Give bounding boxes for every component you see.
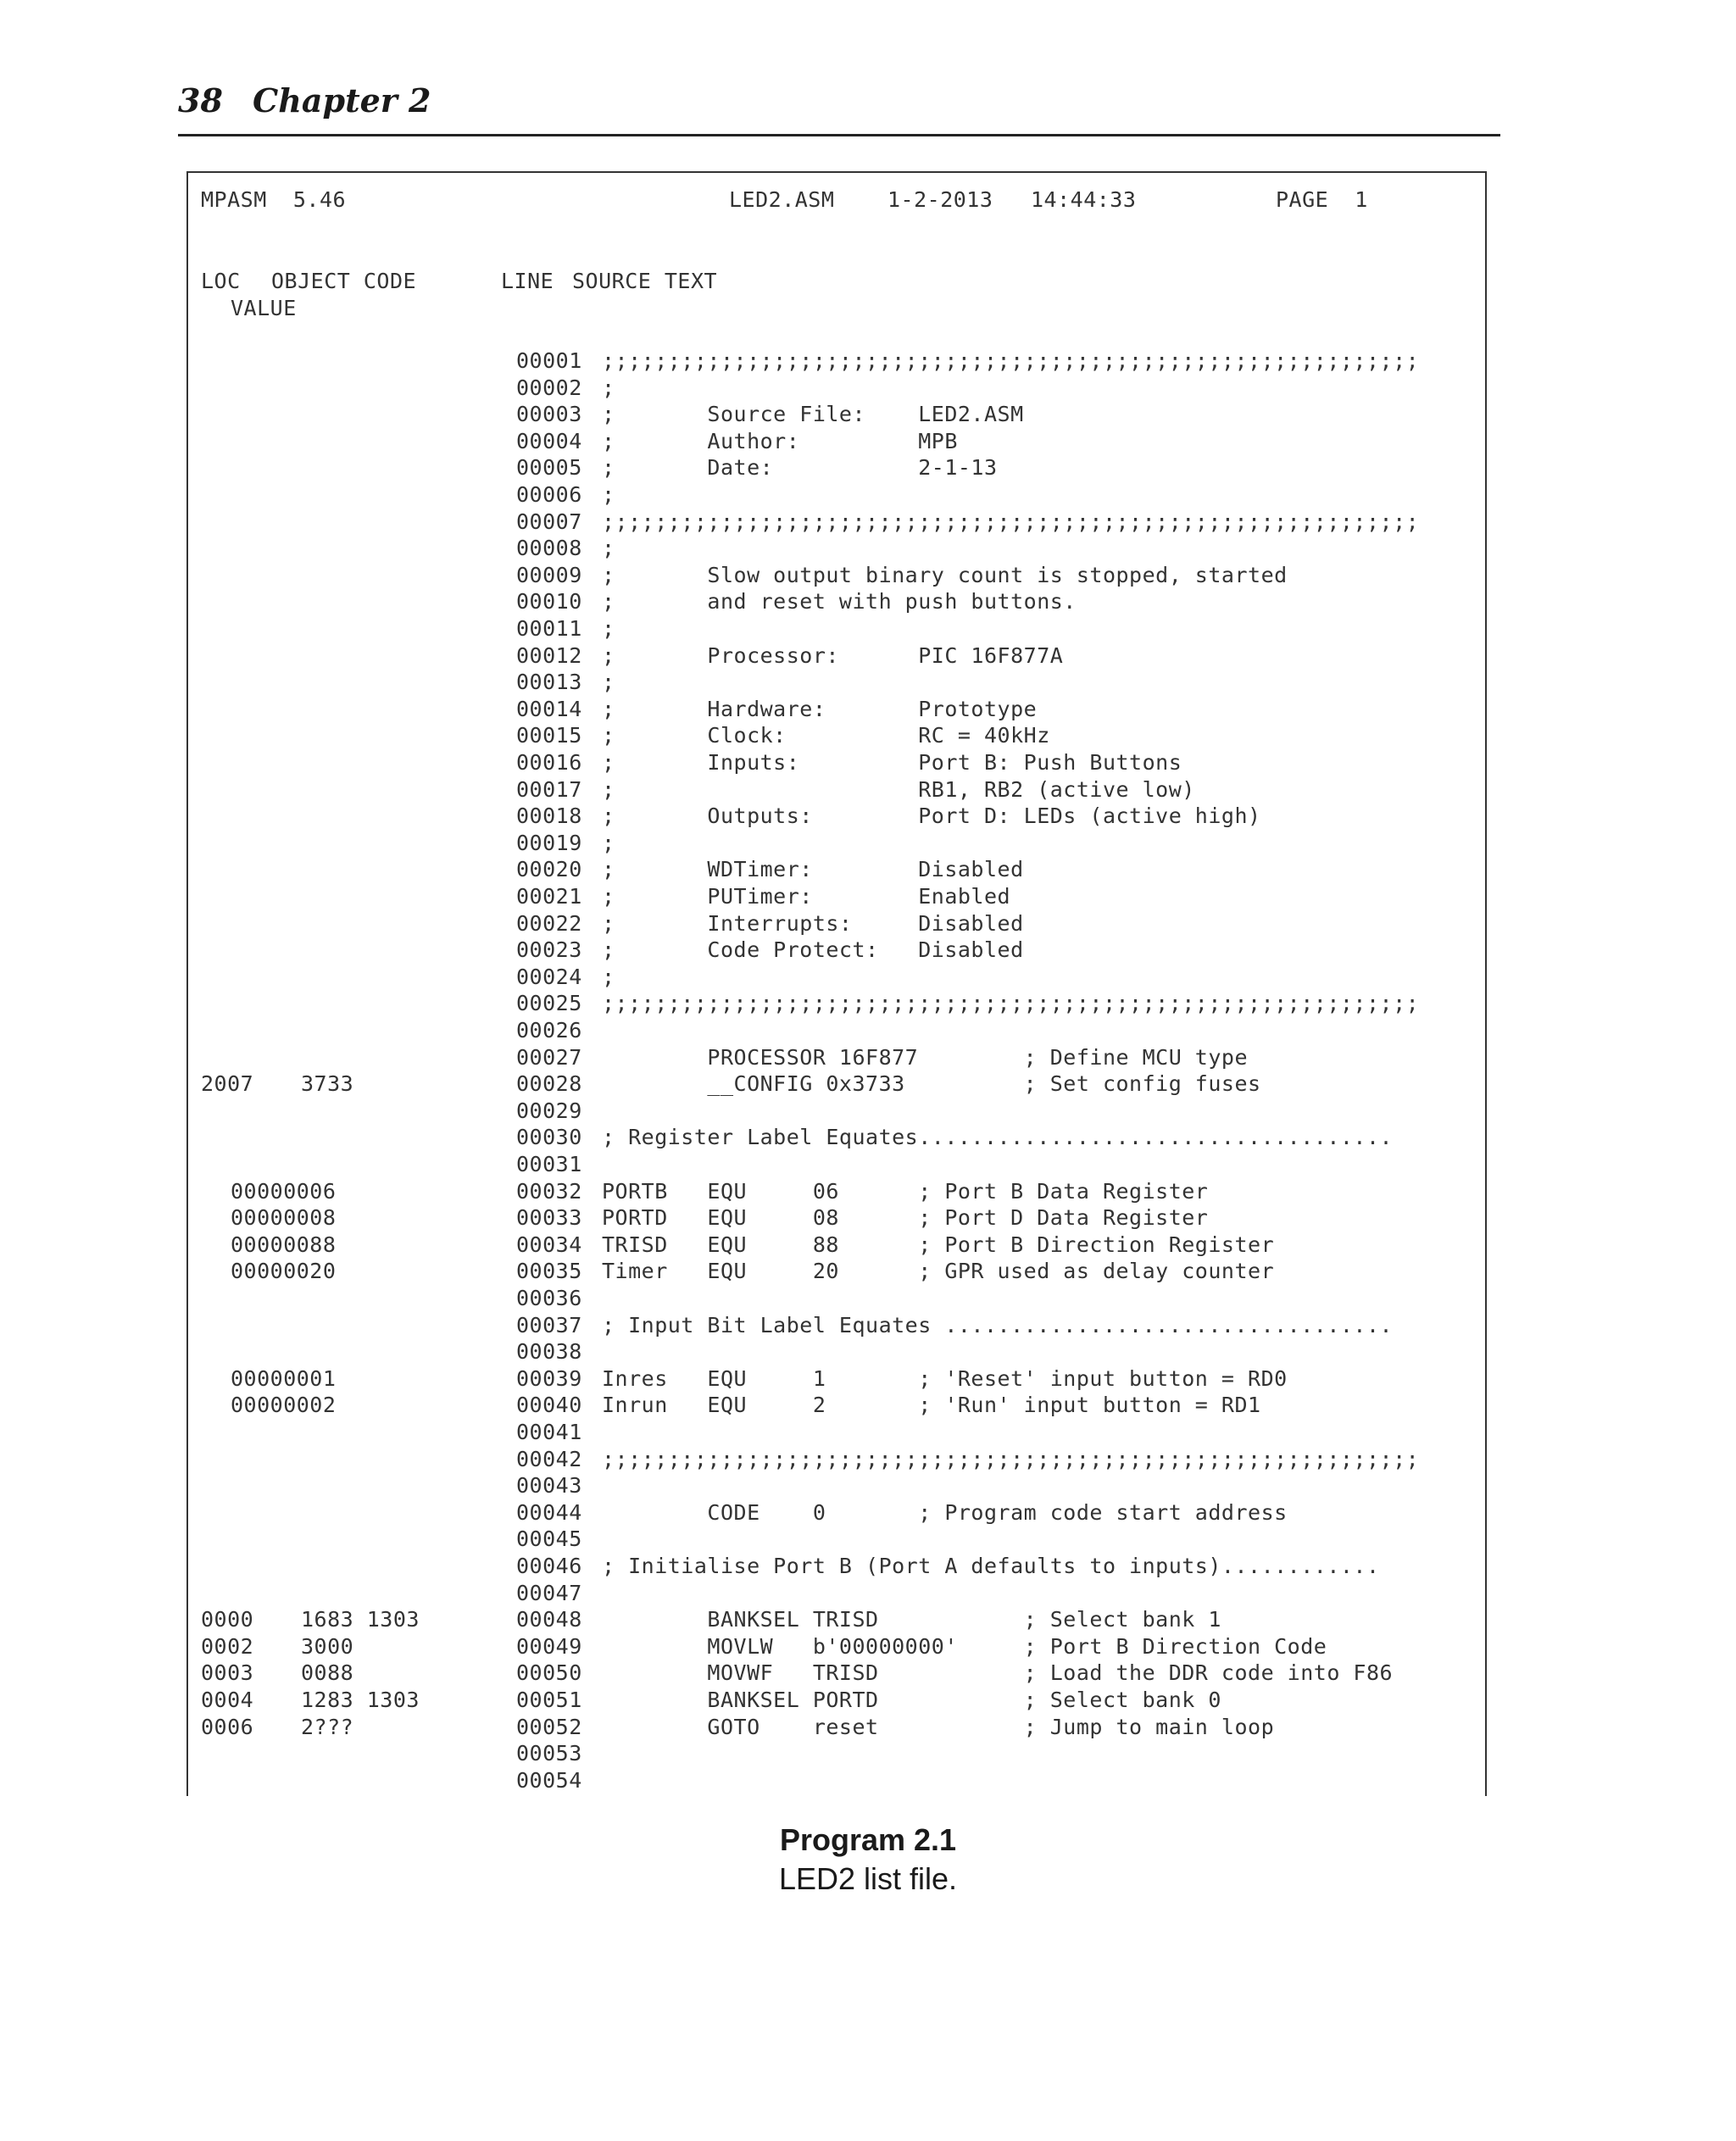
line-number: 00015 xyxy=(516,723,582,748)
line-number: 00028 xyxy=(516,1071,582,1097)
source-text: ;;;;;;;;;;;;;;;;;;;;;;;;;;;;;;;;;;;;;;;;;;;;;;;;;;;;;;;;;;;;;; xyxy=(602,348,1420,373)
listing-line xyxy=(0,428,1736,455)
line-number: 00023 xyxy=(516,937,582,963)
object-code-value: 1283 1303 xyxy=(301,1688,420,1712)
line-number: 00049 xyxy=(516,1633,582,1659)
listing-line xyxy=(0,910,1736,937)
source-text: ; xyxy=(602,964,615,989)
line-number: 00035 xyxy=(516,1259,582,1284)
line-number: 00012 xyxy=(516,642,582,668)
line-number: 00006 xyxy=(516,482,582,507)
listing-line xyxy=(0,615,1736,642)
line-number: 00034 xyxy=(516,1232,582,1257)
line-number: 00042 xyxy=(516,1446,582,1471)
listing-line xyxy=(0,588,1736,615)
listing-line xyxy=(0,375,1736,402)
listing-line xyxy=(0,990,1736,1017)
line-number: 00008 xyxy=(516,536,582,561)
listing-line xyxy=(0,1178,1736,1205)
listing-line xyxy=(0,722,1736,749)
source-text: PORTD EQU 08 ; Port D Data Register xyxy=(602,1205,1209,1231)
source-text: ; Slow output binary count is stopped, started xyxy=(602,562,1288,587)
source-text: ; Inputs: Port B: Push Buttons xyxy=(602,750,1182,775)
source-text: BANKSEL PORTD ; Select bank 0 xyxy=(602,1688,1221,1712)
line-number: 00025 xyxy=(516,991,582,1016)
source-text: PORTB EQU 06 ; Port B Data Register xyxy=(602,1178,1209,1204)
line-number: 00045 xyxy=(516,1527,582,1552)
line-number: 00003 xyxy=(516,402,582,427)
line-number: 00013 xyxy=(516,670,582,695)
source-text: ; xyxy=(602,482,615,507)
location-value: 2007 xyxy=(201,1071,254,1097)
object-code-value: 3000 xyxy=(301,1633,354,1659)
listing-line xyxy=(0,1392,1736,1419)
col-line-heading: LINE xyxy=(501,269,554,293)
line-number: 00011 xyxy=(516,616,582,641)
line-number: 00052 xyxy=(516,1714,582,1739)
listing-line xyxy=(0,348,1736,375)
listing-line xyxy=(0,1472,1736,1499)
line-number: 00029 xyxy=(516,1098,582,1123)
object-code-value: 3733 xyxy=(301,1071,354,1097)
line-number: 00004 xyxy=(516,428,582,453)
line-number: 00036 xyxy=(516,1286,582,1310)
source-text: ; Clock: RC = 40kHz xyxy=(602,723,1050,748)
listing-line xyxy=(0,1446,1736,1473)
source-text: ; Processor: PIC 16F877A xyxy=(602,642,1064,668)
program-caption xyxy=(0,1821,1736,1899)
source-text: ; Interrupts: Disabled xyxy=(602,910,1024,936)
equate-value: 00000006 xyxy=(231,1178,337,1204)
equate-value: 00000001 xyxy=(231,1365,337,1391)
source-text: Inres EQU 1 ; 'Reset' input button = RD0 xyxy=(602,1365,1288,1391)
source-text: ; Hardware: Prototype xyxy=(602,696,1038,721)
line-number: 00041 xyxy=(516,1420,582,1444)
listing-line xyxy=(0,696,1736,723)
line-number: 00032 xyxy=(516,1178,582,1204)
line-number: 00053 xyxy=(516,1741,582,1766)
source-text: ; Author: MPB xyxy=(602,428,958,453)
location-value: 0004 xyxy=(201,1688,254,1712)
location-value: 0000 xyxy=(201,1607,254,1632)
line-number: 00048 xyxy=(516,1607,582,1632)
line-number: 00031 xyxy=(516,1152,582,1176)
source-text: ; xyxy=(602,830,615,855)
line-number: 00024 xyxy=(516,964,582,989)
line-number: 00054 xyxy=(516,1767,582,1793)
source-text: ; and reset with push buttons. xyxy=(602,589,1077,614)
source-text: Inrun EQU 2 ; 'Run' input button = RD1 xyxy=(602,1393,1261,1418)
listing-line xyxy=(0,562,1736,589)
location-value: 0006 xyxy=(201,1714,254,1739)
object-code-value: 0088 xyxy=(301,1660,354,1686)
source-text: ; Source File: LED2.ASM xyxy=(602,402,1024,427)
listing-line xyxy=(0,1687,1736,1714)
listing-line xyxy=(0,1044,1736,1071)
object-code-value: 2??? xyxy=(301,1714,354,1739)
line-number: 00038 xyxy=(516,1339,582,1365)
line-number: 00016 xyxy=(516,750,582,775)
listing-line xyxy=(0,1124,1736,1151)
listing-line xyxy=(0,535,1736,562)
equate-value: 00000008 xyxy=(231,1205,337,1231)
source-text: MOVLW b'00000000' ; Port B Direction Code xyxy=(602,1633,1327,1659)
source-text: ;;;;;;;;;;;;;;;;;;;;;;;;;;;;;;;;;;;;;;;;;;;;;;;;;;;;;;;;;;;;;; xyxy=(602,509,1420,534)
line-number: 00026 xyxy=(516,1018,582,1043)
line-number: 00050 xyxy=(516,1660,582,1686)
source-text: ;;;;;;;;;;;;;;;;;;;;;;;;;;;;;;;;;;;;;;;;;;;;;;;;;;;;;;;;;;;;;; xyxy=(602,1446,1420,1471)
line-number: 00001 xyxy=(516,348,582,373)
listing-line xyxy=(0,1204,1736,1232)
listing-line xyxy=(0,642,1736,670)
assembler-version: MPASM 5.46 xyxy=(201,187,347,212)
listing-line xyxy=(0,803,1736,830)
listing-line xyxy=(0,937,1736,964)
listing-line xyxy=(0,1312,1736,1339)
listing-line xyxy=(0,1499,1736,1527)
source-text: ; Register Label Equates.................................... xyxy=(602,1125,1394,1150)
listing-line xyxy=(0,883,1736,910)
equate-value: 00000002 xyxy=(231,1393,337,1418)
listing-line xyxy=(0,1285,1736,1312)
listing-line xyxy=(0,1553,1736,1580)
line-number: 00043 xyxy=(516,1473,582,1499)
listing-line xyxy=(0,1151,1736,1178)
line-number: 00019 xyxy=(516,830,582,855)
source-text: MOVWF TRISD ; Load the DDR code into F86 xyxy=(602,1660,1394,1686)
equate-value: 00000020 xyxy=(231,1259,337,1284)
listing-time: 14:44:33 xyxy=(1031,187,1137,212)
source-text: ; Initialise Port B (Port A defaults to inputs)............ xyxy=(602,1554,1380,1578)
line-number: 00044 xyxy=(516,1499,582,1525)
listing-line xyxy=(0,509,1736,536)
source-text: ; xyxy=(602,616,615,641)
col-object-code-heading: OBJECT CODE xyxy=(271,269,417,293)
listing-line xyxy=(0,1017,1736,1044)
line-number: 00007 xyxy=(516,509,582,534)
source-text: ; PUTimer: Enabled xyxy=(602,884,1011,909)
listing-line xyxy=(0,964,1736,991)
listing-line xyxy=(0,1526,1736,1553)
listing-line xyxy=(0,776,1736,804)
page-header xyxy=(178,78,1500,136)
line-number: 00002 xyxy=(516,375,582,400)
source-text: CODE 0 ; Program code start address xyxy=(602,1499,1288,1525)
source-text: ; Code Protect: Disabled xyxy=(602,937,1024,963)
source-text: ; xyxy=(602,536,615,561)
listing-line xyxy=(0,1232,1736,1259)
line-number: 00040 xyxy=(516,1393,582,1418)
listing-line xyxy=(0,1580,1736,1607)
line-number: 00051 xyxy=(516,1688,582,1712)
line-number: 00021 xyxy=(516,884,582,909)
location-value: 0003 xyxy=(201,1660,254,1686)
col-source-heading: SOURCE TEXT xyxy=(572,269,718,293)
listing-line xyxy=(0,1365,1736,1393)
line-number: 00009 xyxy=(516,562,582,587)
location-value: 0002 xyxy=(201,1633,254,1659)
page-number: 38 xyxy=(178,81,223,120)
listing-line xyxy=(0,1338,1736,1365)
col-value-heading: VALUE xyxy=(231,296,297,320)
listing-date: 1-2-2013 xyxy=(887,187,993,212)
source-text: ; Input Bit Label Equates .................................. xyxy=(602,1312,1394,1337)
caption-title: Program 2.1 xyxy=(779,1822,957,1857)
source-text: __CONFIG 0x3733 ; Set config fuses xyxy=(602,1071,1261,1097)
source-text: ; Date: 2-1-13 xyxy=(602,455,998,481)
source-text: ; RB1, RB2 (active low) xyxy=(602,776,1195,802)
listing-page-label: PAGE 1 xyxy=(1276,187,1368,212)
listing-line xyxy=(0,1258,1736,1285)
listing-line xyxy=(0,481,1736,509)
line-number: 00037 xyxy=(516,1312,582,1337)
line-number: 00039 xyxy=(516,1365,582,1391)
listing-line xyxy=(0,1767,1736,1794)
caption-subtitle: LED2 list file. xyxy=(778,1861,958,1896)
line-number: 00033 xyxy=(516,1205,582,1231)
source-text: Timer EQU 20 ; GPR used as delay counter xyxy=(602,1259,1275,1284)
line-number: 00027 xyxy=(516,1044,582,1070)
line-number: 00030 xyxy=(516,1125,582,1150)
listing-file-name: LED2.ASM xyxy=(729,187,835,212)
source-text: ; Outputs: Port D: LEDs (active high) xyxy=(602,804,1261,829)
line-number: 00046 xyxy=(516,1554,582,1578)
listing-line xyxy=(0,1740,1736,1767)
listing-line xyxy=(0,401,1736,428)
listing-line xyxy=(0,1419,1736,1446)
chapter-title: Chapter 2 xyxy=(253,81,431,120)
listing-line xyxy=(0,1098,1736,1125)
listing-line xyxy=(0,749,1736,776)
listing-line xyxy=(0,830,1736,857)
listing-line xyxy=(0,669,1736,696)
line-number: 00017 xyxy=(516,776,582,802)
listing-line xyxy=(0,1606,1736,1633)
listing-line xyxy=(0,1070,1736,1098)
source-text: TRISD EQU 88 ; Port B Direction Register xyxy=(602,1232,1275,1257)
line-number: 00022 xyxy=(516,910,582,936)
source-text: ;;;;;;;;;;;;;;;;;;;;;;;;;;;;;;;;;;;;;;;;;;;;;;;;;;;;;;;;;;;;;; xyxy=(602,991,1420,1016)
source-text: PROCESSOR 16F877 ; Define MCU type xyxy=(602,1044,1249,1070)
listing-line xyxy=(0,856,1736,883)
line-number: 00020 xyxy=(516,857,582,882)
source-text: ; xyxy=(602,375,615,400)
line-number: 00014 xyxy=(516,696,582,721)
line-number: 00010 xyxy=(516,589,582,614)
line-number: 00047 xyxy=(516,1580,582,1605)
line-number: 00018 xyxy=(516,804,582,829)
listing-line xyxy=(0,1714,1736,1741)
listing-line xyxy=(0,1660,1736,1687)
source-text: ; WDTimer: Disabled xyxy=(602,857,1024,882)
equate-value: 00000088 xyxy=(231,1232,337,1257)
source-text: BANKSEL TRISD ; Select bank 1 xyxy=(602,1607,1221,1632)
source-text: ; xyxy=(602,670,615,695)
listing-line xyxy=(0,454,1736,481)
col-loc-heading: LOC xyxy=(201,269,241,293)
object-code-value: 1683 1303 xyxy=(301,1607,420,1632)
line-number: 00005 xyxy=(516,455,582,481)
source-text: GOTO reset ; Jump to main loop xyxy=(602,1714,1275,1739)
listing-line xyxy=(0,1633,1736,1660)
